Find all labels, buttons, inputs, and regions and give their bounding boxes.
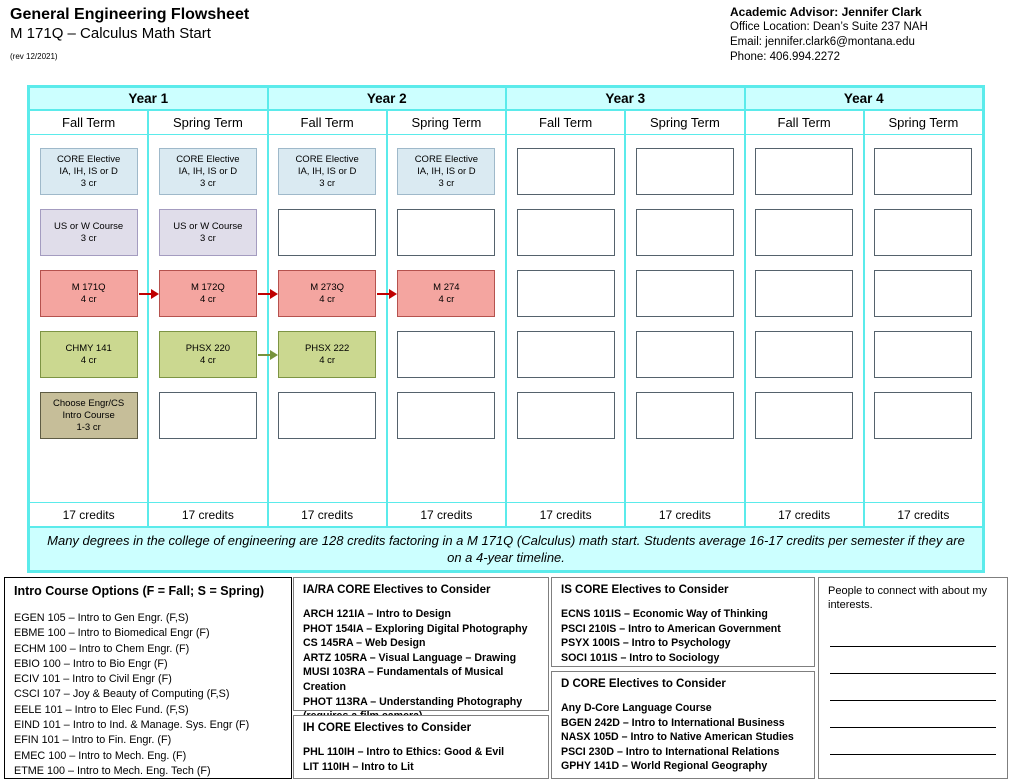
- credits-cell: 17 credits: [506, 502, 625, 527]
- advisor-email: Email: jennifer.clark6@montana.edu: [730, 36, 915, 48]
- list-item: GPHY 141D – World Regional Geography: [561, 760, 768, 773]
- course-box: [159, 209, 257, 256]
- page-title: General Engineering Flowsheet: [10, 6, 250, 23]
- term-header: Fall Term: [29, 110, 148, 135]
- course-box-line: 3 cr: [199, 232, 216, 244]
- course-box-line: 4 cr: [199, 293, 216, 305]
- list-item: EBME 100 – Intro to Biomedical Engr (F): [14, 627, 210, 640]
- course-box-line: 3 cr: [438, 177, 455, 189]
- term-header: Fall Term: [268, 110, 387, 135]
- course-box: [278, 392, 376, 439]
- d-electives-panel: [551, 671, 815, 779]
- course-box: [40, 270, 138, 317]
- course-box-line: IA, IH, IS or D: [297, 165, 357, 177]
- list-item: ARTZ 105RA – Visual Language – Drawing: [303, 651, 517, 664]
- term-column: [148, 135, 267, 502]
- intro-course-options-list: [14, 611, 282, 779]
- list-item: SOCI 101IS – Intro to Sociology: [561, 651, 720, 664]
- list-item: NASX 105D – Intro to Native American Studies: [561, 731, 794, 744]
- credits-cell: 17 credits: [387, 502, 506, 527]
- course-box-line: Intro Course: [62, 409, 115, 421]
- course-box-line: M 274: [433, 281, 460, 293]
- ia-ra-electives-list: [303, 607, 539, 724]
- course-box: [755, 331, 853, 378]
- list-item: CSCI 107 – Joy & Beauty of Computing (F,S): [14, 688, 230, 701]
- course-box-line: Choose Engr/CS: [52, 397, 125, 409]
- course-box-line: 1-3 cr: [76, 421, 101, 433]
- credits-cell: 17 credits: [745, 502, 864, 527]
- list-item: BGEN 242D – Intro to International Business: [561, 716, 785, 729]
- course-box-line: 3 cr: [199, 177, 216, 189]
- list-item: EIND 101 – Intro to Ind. & Manage. Sys. Engr (F): [14, 719, 250, 732]
- list-item: ECNS 101IS – Economic Way of Thinking: [561, 608, 768, 620]
- flow-arrow-red: [139, 293, 151, 295]
- course-box: [397, 331, 495, 378]
- course-box: [517, 331, 615, 378]
- advisor-phone: Phone: 406.994.2272: [730, 51, 840, 63]
- course-box-line: 4 cr: [199, 354, 216, 366]
- course-box-line: 4 cr: [80, 293, 97, 305]
- year-header: Year 4: [745, 87, 984, 110]
- advisor-office: Office Location: Dean’s Suite 237 NAH: [730, 21, 928, 33]
- course-box: [636, 270, 734, 317]
- ih-electives-panel: [293, 715, 549, 779]
- course-box: [636, 331, 734, 378]
- list-item: PSYX 100IS – Intro to Psychology: [561, 637, 731, 650]
- course-box-line: IA, IH, IS or D: [178, 165, 238, 177]
- list-item: ETME 100 – Intro to Mech. Eng. Tech (F): [14, 764, 211, 777]
- list-item: EGEN 105 – Intro to Gen Engr. (F,S): [14, 612, 189, 624]
- course-box: [40, 331, 138, 378]
- ih-electives-title: IH CORE Electives to Consider: [303, 722, 472, 734]
- people-to-connect-panel: [818, 577, 1008, 779]
- list-item: PHL 110IH – Intro to Ethics: Good & Evil: [303, 746, 505, 758]
- course-box: [636, 209, 734, 256]
- list-item: PHOT 113RA – Understanding Photography: [303, 695, 523, 708]
- term-column: [29, 135, 148, 502]
- list-item: PSCI 210IS – Intro to American Government: [561, 622, 781, 635]
- course-box: [636, 148, 734, 195]
- course-box: [159, 392, 257, 439]
- list-item: LIT 110IH – Intro to Lit: [303, 760, 414, 773]
- course-box-line: 4 cr: [319, 293, 336, 305]
- course-box: [874, 270, 972, 317]
- course-box: [755, 148, 853, 195]
- is-electives-panel: [551, 577, 815, 667]
- course-box: [874, 392, 972, 439]
- term-column: [625, 135, 744, 502]
- course-box-line: 4 cr: [319, 354, 336, 366]
- course-box: [397, 148, 495, 195]
- blank-line: [830, 674, 996, 701]
- credits-cell: 17 credits: [268, 502, 387, 527]
- blank-line: [830, 728, 996, 755]
- course-box: [636, 392, 734, 439]
- course-box: [278, 331, 376, 378]
- blank-line: [830, 755, 996, 781]
- list-item: ECIV 101 – Intro to Civil Engr (F): [14, 673, 172, 686]
- blank-line: [830, 647, 996, 674]
- course-box-line: US or W Course: [173, 220, 243, 232]
- course-box-line: CORE Elective: [414, 153, 479, 165]
- term-column: [745, 135, 864, 502]
- course-box-line: 3 cr: [319, 177, 336, 189]
- list-item: MUSI 103RA – Fundamentals of Musical Creation: [303, 666, 504, 693]
- year-header: Year 1: [29, 87, 268, 110]
- course-box-line: IA, IH, IS or D: [59, 165, 118, 177]
- term-column: [268, 135, 387, 502]
- course-box-line: 4 cr: [80, 354, 97, 366]
- course-box-line: 3 cr: [80, 177, 97, 189]
- course-box: [40, 209, 138, 256]
- credits-cell: 17 credits: [625, 502, 744, 527]
- course-box: [159, 331, 257, 378]
- course-box: [874, 148, 972, 195]
- course-box: [874, 209, 972, 256]
- list-item: ARCH 121IA – Intro to Design: [303, 608, 451, 620]
- credits-cell: 17 credits: [864, 502, 983, 527]
- course-box: [397, 270, 495, 317]
- list-item: EFIN 101 – Intro to Fin. Engr. (F): [14, 734, 172, 747]
- intro-course-options-panel: [4, 577, 292, 779]
- course-box-line: M 171Q: [71, 281, 106, 293]
- flow-arrow-red: [258, 293, 270, 295]
- ia-ra-electives-title: IA/RA CORE Electives to Consider: [303, 584, 491, 596]
- term-header: Spring Term: [148, 110, 267, 135]
- term-header: Spring Term: [625, 110, 744, 135]
- course-box-line: CORE Elective: [176, 153, 240, 165]
- intro-course-options-title: Intro Course Options (F = Fall; S = Spring): [14, 584, 265, 598]
- list-item: EBIO 100 – Intro to Bio Engr (F): [14, 657, 168, 670]
- course-box: [278, 209, 376, 256]
- blank-line: [830, 701, 996, 728]
- list-item: PSCI 230D – Intro to International Relations: [561, 745, 780, 758]
- ih-electives-list: [303, 745, 539, 774]
- flow-arrow-red: [377, 293, 389, 295]
- list-item: PHOT 154IA – Exploring Digital Photography: [303, 622, 528, 635]
- advisor-info-block: [730, 5, 928, 65]
- term-column: [506, 135, 625, 502]
- year-header: Year 2: [268, 87, 507, 110]
- flow-arrow-green: [258, 354, 270, 356]
- credits-cell: 17 credits: [148, 502, 267, 527]
- term-header: Spring Term: [864, 110, 983, 135]
- course-box: [397, 392, 495, 439]
- course-box: [517, 392, 615, 439]
- course-box-line: IA, IH, IS or D: [417, 165, 476, 177]
- term-column: [864, 135, 983, 502]
- course-box: [397, 209, 495, 256]
- revision-note: (rev 12/2021): [10, 52, 58, 61]
- credits-cell: 17 credits: [29, 502, 148, 527]
- course-box: [755, 209, 853, 256]
- list-item: EELE 101 – Intro to Elec Fund. (F,S): [14, 703, 189, 716]
- is-electives-title: IS CORE Electives to Consider: [561, 584, 729, 596]
- people-to-connect-title: People to connect with about my interests.: [828, 585, 987, 611]
- course-box: [40, 148, 138, 195]
- course-box-line: PHSX 222: [304, 342, 350, 354]
- course-box-line: 4 cr: [438, 293, 455, 305]
- course-box-line: CORE Elective: [295, 153, 359, 165]
- course-box: [874, 331, 972, 378]
- list-item: CS 145RA – Web Design: [303, 637, 426, 650]
- list-item: EMEC 100 – Intro to Mech. Eng. (F): [14, 749, 187, 762]
- list-item: Any D-Core Language Course: [561, 702, 712, 714]
- flowsheet-grid: [27, 85, 985, 573]
- page-subtitle: M 171Q – Calculus Math Start: [10, 25, 211, 42]
- is-electives-list: [561, 607, 805, 665]
- course-box-line: 3 cr: [80, 232, 97, 244]
- blank-line: [830, 620, 996, 647]
- term-header: Fall Term: [745, 110, 864, 135]
- course-box-line: CHMY 141: [65, 342, 112, 354]
- term-header: Fall Term: [506, 110, 625, 135]
- course-box-line: CORE Elective: [56, 153, 121, 165]
- list-item: ECHM 100 – Intro to Chem Engr. (F): [14, 642, 190, 655]
- course-box: [755, 392, 853, 439]
- term-column: [387, 135, 506, 502]
- course-box: [40, 392, 138, 439]
- course-box: [755, 270, 853, 317]
- course-box: [159, 148, 257, 195]
- course-box-line: PHSX 220: [185, 342, 231, 354]
- course-box-line: M 172Q: [190, 281, 225, 293]
- course-box: [517, 209, 615, 256]
- course-box: [278, 270, 376, 317]
- year-header: Year 3: [506, 87, 745, 110]
- note-banner: Many degrees in the college of engineering are 128 credits factoring in a M 171Q (Calculus) math start. Students average 16-17 credits per semester if they are on a 4-year timeline.: [29, 527, 983, 571]
- advisor-name: Academic Advisor: Jennifer Clark: [730, 5, 922, 19]
- course-box: [278, 148, 376, 195]
- d-electives-list: [561, 701, 805, 774]
- course-box: [517, 270, 615, 317]
- d-electives-title: D CORE Electives to Consider: [561, 678, 726, 690]
- course-box: [517, 148, 615, 195]
- people-lines: [828, 620, 998, 781]
- course-box-line: M 273Q: [310, 281, 345, 293]
- course-box: [159, 270, 257, 317]
- course-box-line: US or W Course: [54, 220, 124, 232]
- term-header: Spring Term: [387, 110, 506, 135]
- ia-ra-electives-panel: [293, 577, 549, 711]
